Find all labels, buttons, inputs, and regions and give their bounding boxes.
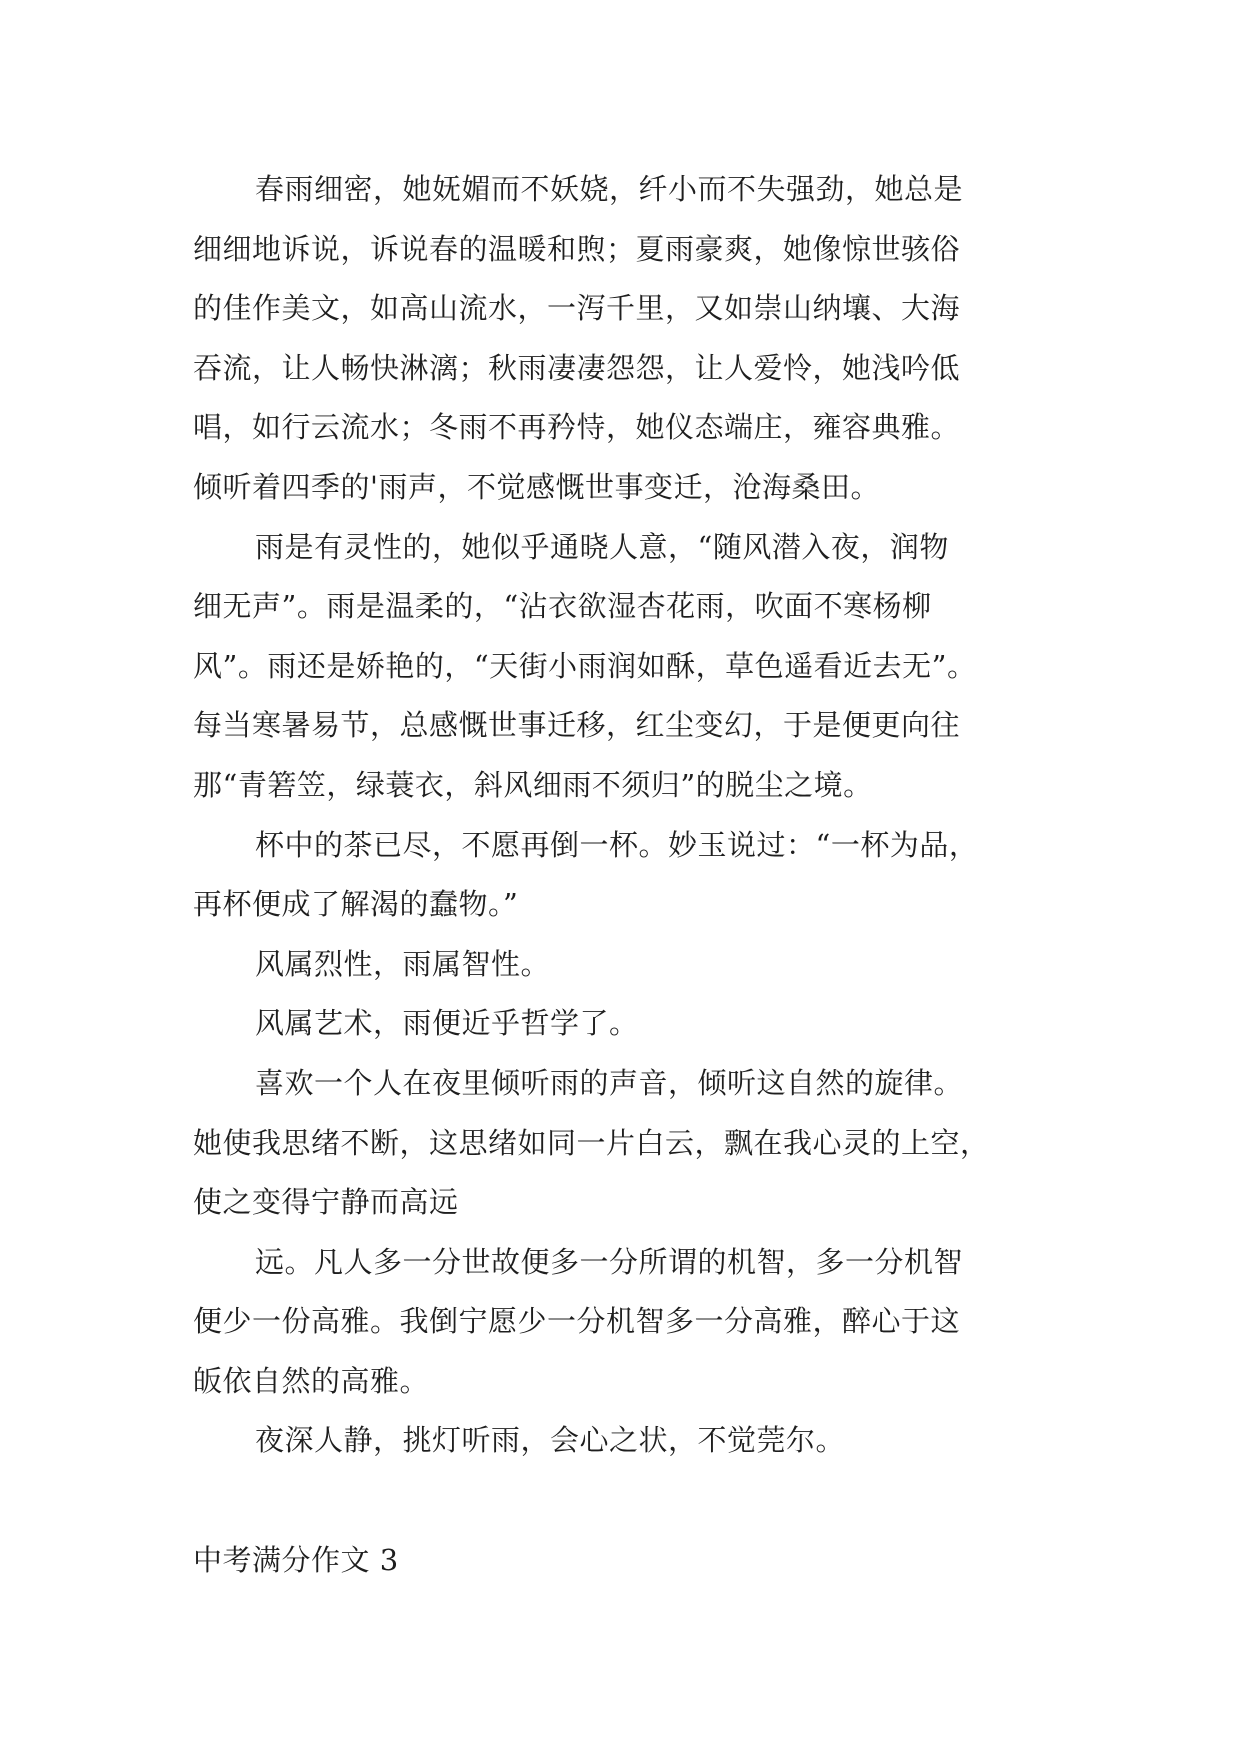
- text-line: 杯中的茶已尽，不愿再倒一杯。妙玉说过：“一杯为品，: [255, 827, 979, 862]
- document-body: [193, 160, 1063, 1590]
- text-line: 便少一份高雅。我倒宁愿少一分机智多一分高雅，醉心于这: [193, 1304, 961, 1339]
- text-line: 远。凡人多一分世故便多一分所谓的机智，多一分机智: [255, 1244, 964, 1279]
- text-line: 每当寒暑易节，总感慨世事迁移，红尘变幻，于是便更向往: [193, 708, 961, 743]
- text-line: 使之变得宁静而高远: [193, 1185, 459, 1220]
- text-line: 唱，如行云流水；冬雨不再矜恃，她仪态端庄，雍容典雅。: [193, 410, 961, 445]
- text-line: 风”。雨还是娇艳的，“天街小雨润如酥，草色遥看近去无”。: [193, 648, 977, 683]
- text-line: 倾听着四季的'雨声，不觉感慨世事变迁，沧海桑田。: [193, 469, 880, 504]
- text-line: 吞流，让人畅快淋漓；秋雨凄凄怨怨，让人爱怜，她浅吟低: [193, 350, 961, 385]
- paragraph: [193, 1233, 1063, 1412]
- paragraph: [193, 816, 1063, 935]
- paragraph: [193, 994, 1063, 1054]
- text-line: 夜深人静，挑灯听雨，会心之状，不觉莞尔。: [255, 1423, 846, 1458]
- spacer: [193, 1471, 1063, 1531]
- text-line: 的佳作美文，如高山流水，一泻千里，又如崇山纳壤、大海: [193, 291, 961, 326]
- paragraph: [193, 935, 1063, 995]
- paragraph: [193, 1411, 1063, 1471]
- text-line: 再杯便成了解渴的蠢物。”: [193, 887, 519, 922]
- text-line: 她使我思绪不断，这思绪如同一片白云，飘在我心灵的上空，: [193, 1125, 990, 1160]
- text-line: 风属烈性，雨属智性。: [255, 946, 551, 981]
- text-line: 春雨细密，她妩媚而不妖娆，纤小而不失强劲，她总是: [255, 172, 964, 206]
- paragraph: [193, 1054, 1063, 1233]
- section-heading: 中考满分作文 3: [193, 1542, 399, 1577]
- paragraph: [193, 160, 1063, 518]
- text-line: 细无声”。雨是温柔的，“沾衣欲湿杏花雨，吹面不寒杨柳: [193, 589, 932, 624]
- text-line: 皈依自然的高雅。: [193, 1363, 430, 1398]
- paragraph: [193, 518, 1063, 816]
- text-line: 风属艺术，雨便近乎哲学了。: [255, 1006, 639, 1041]
- text-line: 那“青箬笠，绿蓑衣，斜风细雨不须归”的脱尘之境。: [193, 767, 873, 802]
- text-line: 细细地诉说，诉说春的温暖和煦；夏雨豪爽，她像惊世骇俗: [193, 231, 961, 266]
- text-line: 喜欢一个人在夜里倾听雨的声音，倾听这自然的旋律。: [255, 1065, 964, 1100]
- text-line: 雨是有灵性的，她似乎通晓人意，“随风潜入夜，润物: [255, 529, 949, 564]
